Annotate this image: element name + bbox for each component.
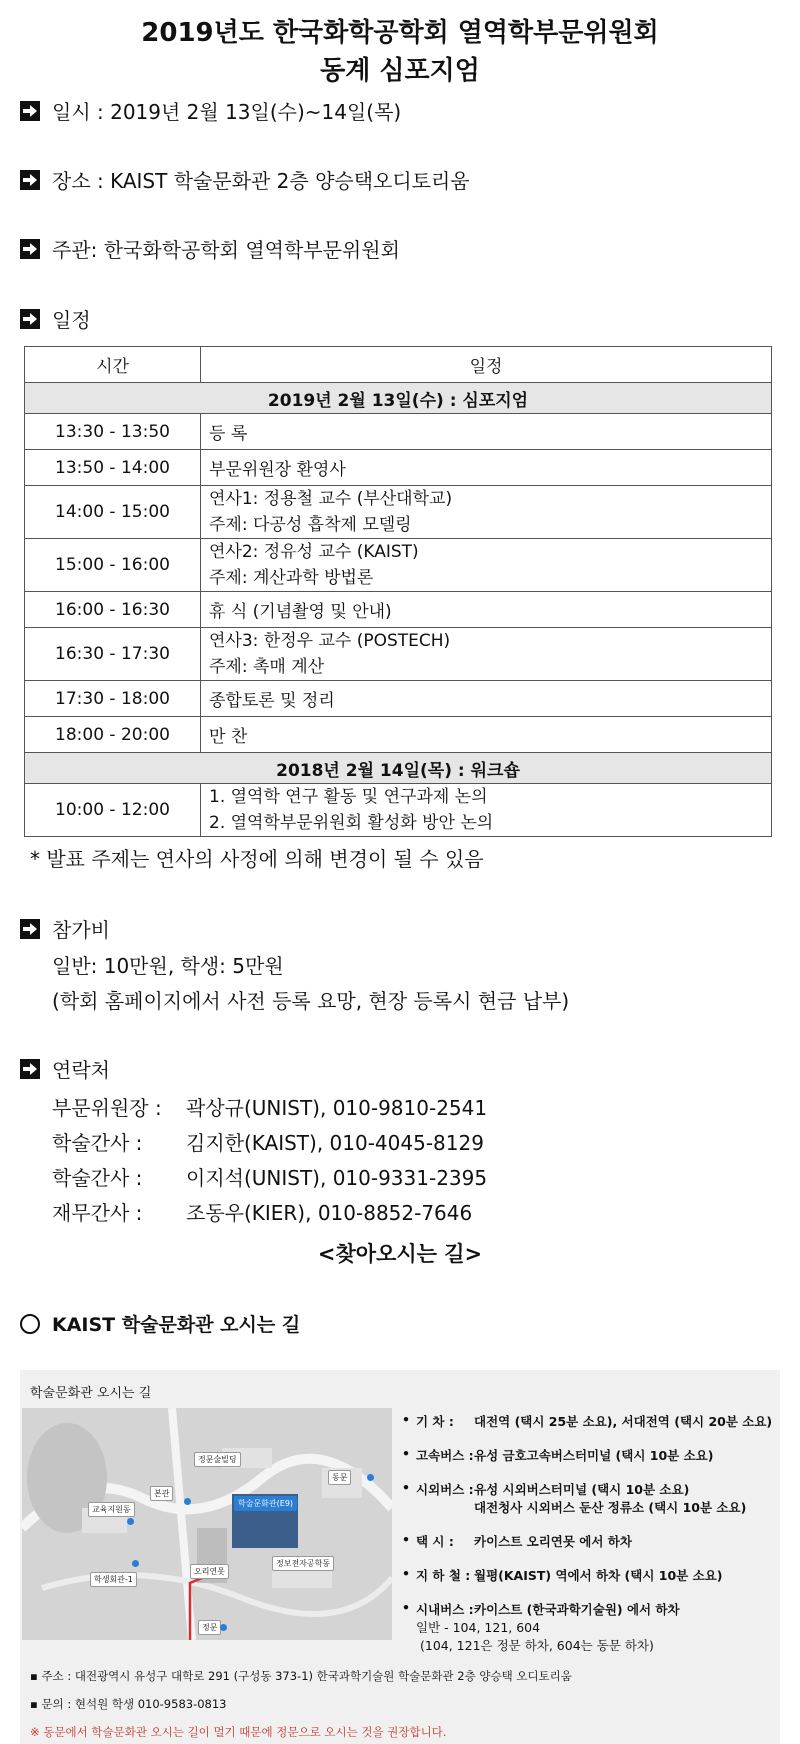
map-label: 학술문화관(E9) xyxy=(234,1496,297,1511)
transport-label: 택 시 : xyxy=(416,1534,454,1549)
arrow-right-icon xyxy=(20,170,40,190)
table-row xyxy=(25,414,772,450)
venue-text: 장소 : KAIST 학술문화관 2층 양승택오디토리움 xyxy=(52,169,470,193)
transport-text: 대전청사 시외버스 둔산 정류소 (택시 10분 소요) xyxy=(474,1500,747,1515)
contact-row xyxy=(52,1092,487,1121)
contact-role: 재무간사 : xyxy=(52,1201,143,1225)
schedule-heading: 일정 xyxy=(52,308,91,332)
map-label: 동문 xyxy=(328,1470,351,1485)
transport-taxi xyxy=(402,1532,632,1550)
bullet-icon: • xyxy=(402,1446,410,1461)
table-row xyxy=(25,628,772,681)
transport-text: 유성 금호고속버스터미널 (택시 10분 소요) xyxy=(474,1448,714,1463)
contact-info: 조동우(KIER), 010-8852-7646 xyxy=(186,1201,473,1225)
topic-line: 주제: 촉매 계산 xyxy=(209,657,325,677)
time-cell: 15:00 - 16:00 xyxy=(25,539,201,592)
item-cell: 부문위원장 환영사 xyxy=(201,450,772,486)
table-row xyxy=(25,486,772,539)
time-cell: 13:30 - 13:50 xyxy=(25,414,201,450)
transport-label: 기 차 : xyxy=(416,1414,454,1429)
time-cell: 14:00 - 15:00 xyxy=(25,486,201,539)
table-row xyxy=(25,592,772,628)
transport-train xyxy=(402,1412,772,1430)
transport-label: 지 하 철 : xyxy=(416,1568,471,1583)
transport-city-bus xyxy=(402,1600,680,1654)
fee-heading-row xyxy=(20,914,110,943)
panel-title: 학술문화관 오시는 길 xyxy=(30,1386,152,1401)
item-cell: 휴 식 (기념촬영 및 안내) xyxy=(201,592,772,628)
directions-panel xyxy=(20,1370,780,1744)
directions-title: <찾아오시는 길> xyxy=(317,1242,483,1266)
map-marker-icon xyxy=(132,1560,139,1567)
bullet-icon: • xyxy=(402,1566,410,1581)
map-label: 정문 xyxy=(198,1620,221,1635)
venue-row xyxy=(20,165,470,194)
arrow-right-icon xyxy=(20,919,40,939)
transport-intercity-bus xyxy=(402,1480,746,1516)
map-label: 교육지원동 xyxy=(88,1502,135,1517)
item-cell: 등 록 xyxy=(201,414,772,450)
table-row xyxy=(25,450,772,486)
map-label: 오리연못 xyxy=(190,1564,229,1579)
item-cell: 종합토론 및 정리 xyxy=(201,681,772,717)
warning-line: ※ 동문에서 학술문화관 오시는 길이 멀기 때문에 정문으로 오시는 것을 권장합니다. xyxy=(30,1725,447,1739)
transport-express-bus xyxy=(402,1446,713,1464)
topic-line: 주제: 계산과학 방법론 xyxy=(209,568,374,588)
table-header-item: 일정 xyxy=(201,347,772,383)
page-title-line2: 동계 심포지엄 xyxy=(320,56,480,86)
time-cell: 16:00 - 16:30 xyxy=(25,592,201,628)
contact-role: 학술간사 : xyxy=(52,1166,143,1190)
transport-label: 시외버스 : xyxy=(416,1482,474,1497)
agenda-line: 2. 열역학부문위원회 활성화 방안 논의 xyxy=(209,813,494,833)
time-cell: 18:00 - 20:00 xyxy=(25,717,201,753)
circle-bullet-icon xyxy=(20,1314,40,1334)
map-marker-icon xyxy=(184,1498,191,1505)
map-marker-icon xyxy=(127,1518,134,1525)
item-cell xyxy=(201,486,772,539)
item-cell xyxy=(201,539,772,592)
speaker-line: 연사2: 정유성 교수 (KAIST) xyxy=(209,542,419,562)
host-row xyxy=(20,234,400,263)
item-cell: 만 찬 xyxy=(201,717,772,753)
host-text: 주관: 한국화학공학회 열역학부문위원회 xyxy=(52,238,400,262)
table-row xyxy=(25,784,772,837)
agenda-line: 1. 열역학 연구 활동 및 연구과제 논의 xyxy=(209,787,488,807)
day2-header: 2018년 2월 14일(목) : 워크숍 xyxy=(25,753,772,784)
transport-text: 카이스트 (한국과학기술원) 에서 하차 xyxy=(474,1602,680,1617)
transport-text: 카이스트 오리연못 에서 하차 xyxy=(474,1534,632,1549)
transport-label: 시내버스 : xyxy=(416,1602,474,1617)
contact-heading-row xyxy=(20,1054,110,1083)
contact-row xyxy=(52,1197,472,1226)
time-cell: 10:00 - 12:00 xyxy=(25,784,201,837)
datetime-row xyxy=(20,96,401,125)
table-header-time: 시간 xyxy=(25,347,201,383)
contact-role: 부문위원장 : xyxy=(52,1096,162,1120)
fee-amount: 일반: 10만원, 학생: 5만원 xyxy=(52,954,284,978)
map-label: 본관 xyxy=(150,1486,173,1501)
arrow-right-icon xyxy=(20,101,40,121)
table-row xyxy=(25,539,772,592)
campus-map xyxy=(22,1408,392,1640)
campus-map-drawing xyxy=(22,1408,392,1640)
contact-info: 이지석(UNIST), 010-9331-2395 xyxy=(186,1166,488,1190)
fee-heading: 참가비 xyxy=(52,918,110,942)
arrow-right-icon xyxy=(20,309,40,329)
arrow-right-icon xyxy=(20,1059,40,1079)
bullet-icon: • xyxy=(402,1412,410,1427)
speaker-line: 연사3: 한정우 교수 (POSTECH) xyxy=(209,631,451,651)
day1-header: 2019년 2월 13일(수) : 심포지엄 xyxy=(25,383,772,414)
time-cell: 16:30 - 17:30 xyxy=(25,628,201,681)
transport-subtext: (104, 121은 정문 하차, 604는 동문 하차) xyxy=(420,1638,654,1653)
bullet-icon: • xyxy=(402,1532,410,1547)
contact-info: 김지한(KAIST), 010-4045-8129 xyxy=(186,1131,484,1155)
transport-subtext: 일반 - 104, 121, 604 xyxy=(416,1620,541,1635)
transport-label: 고속버스 : xyxy=(416,1448,474,1463)
contact-row xyxy=(52,1162,487,1191)
topic-line: 주제: 다공성 흡착제 모델링 xyxy=(209,515,412,535)
speaker-line: 연사1: 정용철 교수 (부산대학교) xyxy=(209,489,453,509)
contact-heading: 연락처 xyxy=(52,1058,110,1082)
inquiry-line: ▪ 문의 : 현석원 학생 010-9583-0813 xyxy=(30,1697,227,1711)
time-cell: 13:50 - 14:00 xyxy=(25,450,201,486)
transport-subway xyxy=(402,1566,722,1584)
arrow-right-icon xyxy=(20,239,40,259)
map-label: 정보전자공학동 xyxy=(272,1556,334,1571)
map-marker-icon xyxy=(367,1474,374,1481)
datetime-text: 일시 : 2019년 2월 13일(수)~14일(목) xyxy=(52,100,402,124)
item-cell xyxy=(201,628,772,681)
contact-info: 곽상규(UNIST), 010-9810-2541 xyxy=(186,1096,488,1120)
fee-note: (학회 홈페이지에서 사전 등록 요망, 현장 등록시 현금 납부) xyxy=(52,989,570,1013)
table-row xyxy=(25,681,772,717)
bullet-icon: • xyxy=(402,1480,410,1495)
table-row xyxy=(25,717,772,753)
transport-text: 유성 시외버스터미널 (택시 10분 소요) xyxy=(474,1482,690,1497)
map-label: 정문술빌딩 xyxy=(194,1452,241,1467)
item-cell xyxy=(201,784,772,837)
transport-text: 대전역 (택시 25분 소요), 서대전역 (택시 20분 소요) xyxy=(474,1414,773,1429)
map-marker-icon xyxy=(220,1624,227,1631)
kaist-heading: KAIST 학술문화관 오시는 길 xyxy=(52,1314,301,1336)
transport-text: 월평(KAIST) 역에서 하차 (택시 10분 소요) xyxy=(474,1568,723,1583)
contact-row xyxy=(52,1127,484,1156)
page-title-line1: 2019년도 한국화학공학회 열역학부문위원회 xyxy=(141,18,659,48)
schedule-heading-row xyxy=(20,304,91,333)
time-cell: 17:30 - 18:00 xyxy=(25,681,201,717)
schedule-note: * 발표 주제는 연사의 사정에 의해 변경이 될 수 있음 xyxy=(30,847,484,871)
kaist-heading-row xyxy=(20,1310,300,1337)
schedule-table xyxy=(24,346,772,837)
bullet-icon: • xyxy=(402,1600,410,1615)
map-label: 학생회관-1 xyxy=(90,1572,137,1587)
address-line: ▪ 주소 : 대전광역시 유성구 대학로 291 (구성동 373-1) 한국과학기술원 학술문화관 2층 양승택 오디토리움 xyxy=(30,1669,572,1683)
contact-role: 학술간사 : xyxy=(52,1131,143,1155)
